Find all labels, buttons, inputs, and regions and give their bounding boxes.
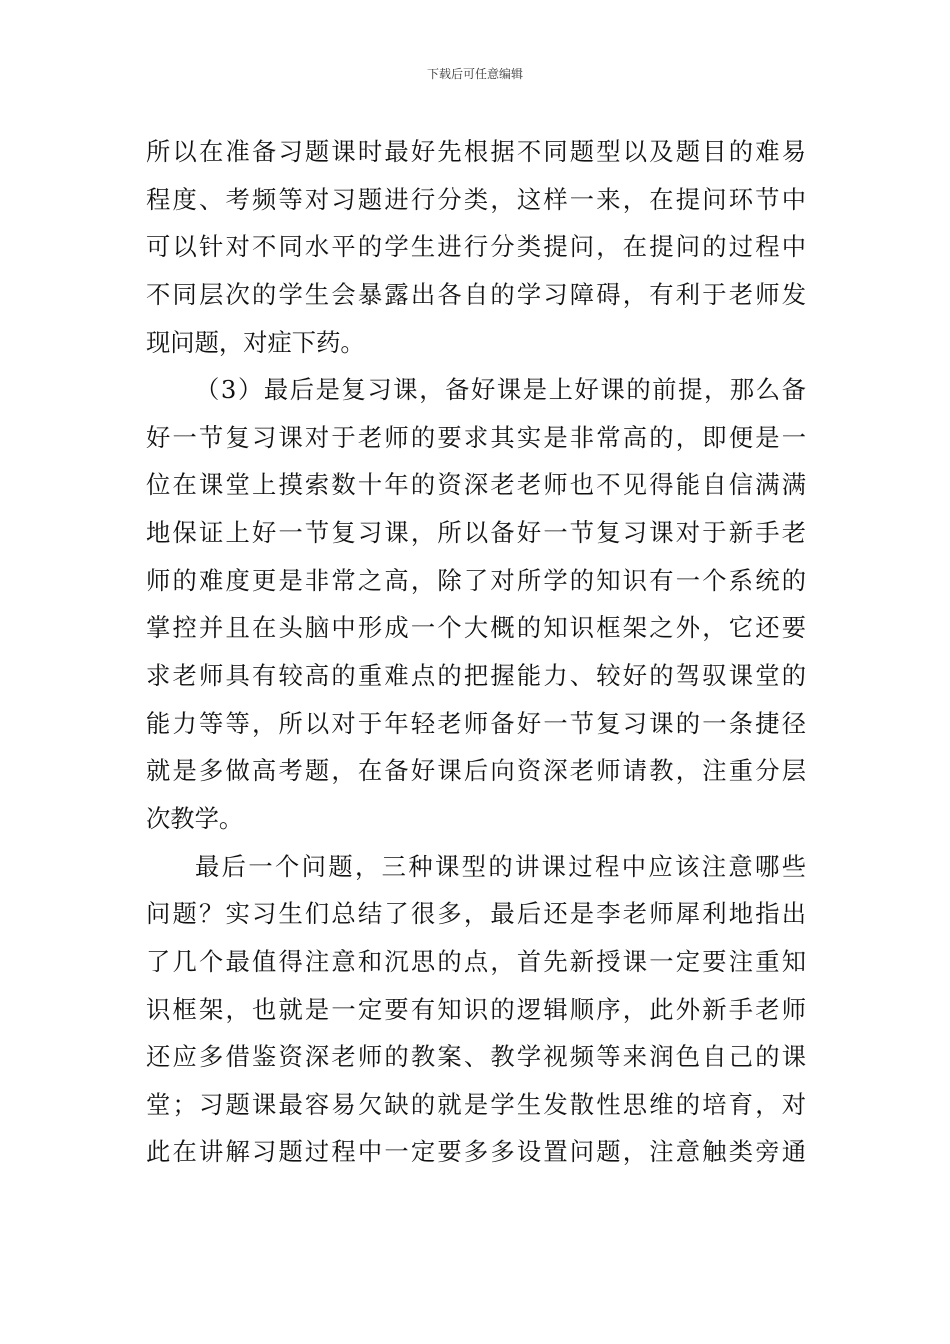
text-line: 可以针对不同水平的学生进行分类提问，在提问的过程中	[146, 232, 806, 262]
text-line: 求老师具有较高的重难点的把握能力、较好的驾驭课堂的	[146, 661, 806, 691]
text-line: 就是多做高考题，在备好课后向资深老师请教，注重分层	[146, 756, 806, 786]
text-line: 程度、考频等对习题进行分类，这样一来，在提问环节中	[146, 184, 806, 214]
text-line: 次教学。	[146, 803, 244, 833]
text-line: 还应多借鉴资深老师的教案、教学视频等来润色自己的课	[146, 1042, 806, 1072]
text-line: 掌控并且在头脑中形成一个大概的知识框架之外，它还要	[146, 613, 806, 643]
page-header: 下载后可任意编辑	[426, 67, 523, 81]
text-line: 不同层次的学生会暴露出各自的学习障碍，有利于老师发	[146, 279, 806, 309]
text-line: 能力等等，所以对于年轻老师备好一节复习课的一条捷径	[146, 708, 806, 738]
text-line: 所以在准备习题课时最好先根据不同题型以及题目的难易	[146, 137, 806, 166]
text-line: 师的难度更是非常之高，除了对所学的知识有一个系统的	[146, 565, 806, 595]
text-line: （3）最后是复习课，备好课是上好课的前提，那么备	[195, 375, 806, 405]
text-line: 此在讲解习题过程中一定要多多设置问题，注意触类旁通	[146, 1137, 806, 1167]
text-line: 问题？实习生们总结了很多，最后还是李老师犀利地指出	[146, 899, 806, 929]
document-body	[146, 128, 806, 1176]
text-line: 现问题，对症下药。	[146, 327, 365, 357]
text-line: 位在课堂上摸索数十年的资深老老师也不见得能自信满满	[146, 470, 806, 500]
text-line: 堂；习题课最容易欠缺的就是学生发散性思维的培育，对	[146, 1089, 806, 1119]
text-line: 好一节复习课对于老师的要求其实是非常高的，即便是一	[146, 422, 806, 452]
text-line: 了几个最值得注意和沉思的点，首先新授课一定要注重知	[146, 946, 806, 976]
text-line: 识框架，也就是一定要有知识的逻辑顺序，此外新手老师	[146, 994, 806, 1024]
text-line: 最后一个问题，三种课型的讲课过程中应该注意哪些	[195, 851, 806, 881]
text-line: 地保证上好一节复习课，所以备好一节复习课对于新手老	[146, 518, 806, 548]
